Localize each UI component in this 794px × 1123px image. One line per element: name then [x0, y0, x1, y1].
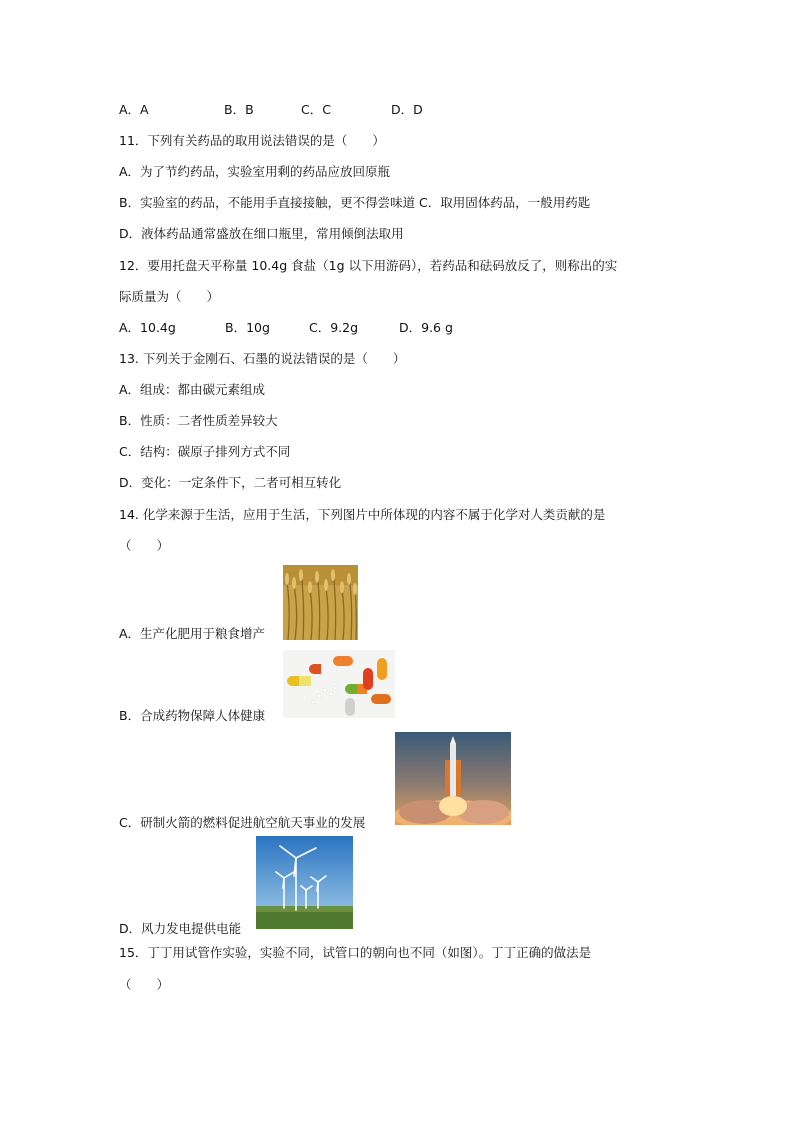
q12-option-c: C．9.2g	[309, 320, 359, 335]
q13-stem: 13. 下列关于金刚石、石墨的说法错误的是（ ）	[119, 351, 406, 366]
q11-option-d: D．液体药品通常盛放在细口瓶里，常用倾倒法取用	[119, 226, 404, 241]
q12-stem-line1: 12．要用托盘天平称量 10.4g 食盐（1g 以下用游码），若药品和砝码放反了，则称出的实	[119, 258, 618, 273]
q11-option-a: A．为了节约药品，实验室用剩的药品应放回原瓶	[119, 164, 391, 179]
q13-option-b: B．性质：二者性质差异较大	[119, 413, 278, 428]
q14-option-b: B．合成药物保障人体健康	[119, 708, 266, 723]
q10-option-d: D．D	[391, 102, 423, 117]
pills-image	[283, 650, 395, 718]
rocket-launch-image	[395, 732, 511, 825]
q11-option-bc: B．实验室的药品，不能用手直接接触，更不得尝味道 C．取用固体药品，一般用药匙	[119, 195, 591, 210]
q12-option-a: A．10.4g	[119, 320, 176, 335]
q15-stem-line2: （ ）	[119, 977, 170, 992]
q15-stem-line1: 15．丁丁用试管作实验，实验不同，试管口的朝向也不同（如图）。丁丁正确的做法是	[119, 945, 592, 960]
rice-field-image	[283, 565, 358, 640]
q10-option-c: C．C	[301, 102, 331, 117]
q10-option-b: B．B	[224, 102, 254, 117]
q12-stem-line2: 际质量为（ ）	[119, 289, 220, 304]
q13-option-c: C．结构：碳原子排列方式不同	[119, 444, 291, 459]
q12-option-b: B．10g	[225, 320, 270, 335]
q11-stem: 11．下列有关药品的取用说法错误的是（ ）	[119, 133, 385, 148]
q14-option-a: A．生产化肥用于粮食增产	[119, 626, 266, 641]
wind-turbines-image	[256, 836, 353, 929]
q10-option-a: A．A	[119, 102, 149, 117]
q14-stem-line2: （ ）	[119, 538, 170, 553]
q13-option-a: A．组成：都由碳元素组成	[119, 382, 266, 397]
q14-option-d: D．风力发电提供电能	[119, 921, 242, 936]
q14-stem-line1: 14. 化学来源于生活，应用于生活，下列图片中所体现的内容不属于化学对人类贡献的是	[119, 507, 606, 522]
q13-option-d: D．变化：一定条件下，二者可相互转化	[119, 475, 342, 490]
q12-option-d: D．9.6 g	[399, 320, 453, 335]
q14-option-c: C．研制火箭的燃料促进航空航天事业的发展	[119, 815, 366, 830]
